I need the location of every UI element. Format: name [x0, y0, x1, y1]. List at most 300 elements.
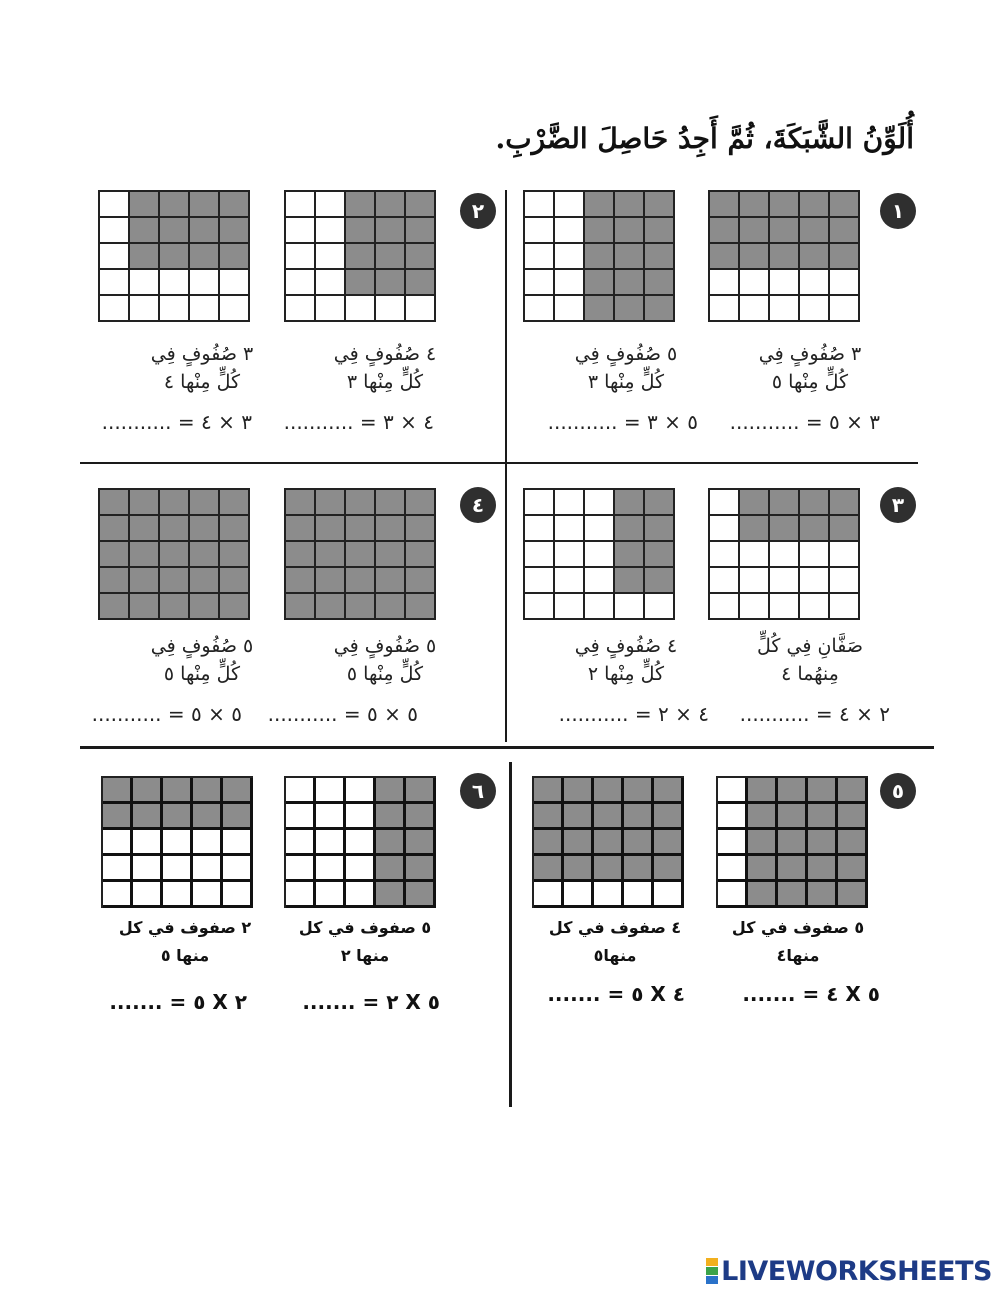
grid-cell-shaded[interactable]: [585, 270, 615, 296]
grid-cell-shaded[interactable]: [346, 542, 376, 568]
grid-cell-empty[interactable]: [316, 882, 346, 908]
grid-cell-shaded[interactable]: [286, 568, 316, 594]
coloring-grid[interactable]: [523, 488, 675, 620]
grid-cell-shaded[interactable]: [130, 542, 160, 568]
multiplication-equation[interactable]: ٥ X ٢ = .......: [302, 990, 440, 1014]
grid-cell-shaded[interactable]: [376, 490, 406, 516]
grid-cell-empty[interactable]: [346, 882, 376, 908]
grid-cell-shaded[interactable]: [190, 516, 220, 542]
grid-cell-shaded[interactable]: [838, 882, 868, 908]
grid-cell-shaded[interactable]: [220, 218, 250, 244]
grid-cell-shaded[interactable]: [830, 516, 860, 542]
grid-cell-shaded[interactable]: [193, 778, 223, 804]
grid-cell-empty[interactable]: [740, 270, 770, 296]
grid-cell-shaded[interactable]: [346, 516, 376, 542]
grid-cell-shaded[interactable]: [220, 244, 250, 270]
grid-cell-shaded[interactable]: [778, 882, 808, 908]
grid-cell-empty[interactable]: [286, 804, 316, 830]
grid-cell-empty[interactable]: [286, 218, 316, 244]
grid-cell-shaded[interactable]: [778, 830, 808, 856]
grid-cell-shaded[interactable]: [190, 192, 220, 218]
grid-cell-shaded[interactable]: [316, 490, 346, 516]
grid-cell-empty[interactable]: [316, 778, 346, 804]
grid-cell-shaded[interactable]: [645, 542, 675, 568]
grid-cell-empty[interactable]: [130, 270, 160, 296]
grid-cell-empty[interactable]: [555, 270, 585, 296]
grid-cell-shaded[interactable]: [615, 270, 645, 296]
grid-cell-shaded[interactable]: [624, 830, 654, 856]
grid-cell-shaded[interactable]: [615, 516, 645, 542]
grid-cell-shaded[interactable]: [748, 882, 778, 908]
grid-cell-empty[interactable]: [103, 882, 133, 908]
grid-cell-empty[interactable]: [564, 882, 594, 908]
grid-cell-empty[interactable]: [286, 192, 316, 218]
grid-cell-shaded[interactable]: [740, 192, 770, 218]
grid-cell-empty[interactable]: [830, 296, 860, 322]
grid-cell-shaded[interactable]: [710, 192, 740, 218]
grid-cell-empty[interactable]: [718, 804, 748, 830]
grid-cell-empty[interactable]: [740, 296, 770, 322]
grid-cell-empty[interactable]: [346, 804, 376, 830]
grid-cell-empty[interactable]: [316, 296, 346, 322]
grid-cell-shaded[interactable]: [223, 778, 253, 804]
grid-cell-empty[interactable]: [555, 542, 585, 568]
grid-cell-empty[interactable]: [223, 830, 253, 856]
grid-cell-empty[interactable]: [800, 270, 830, 296]
grid-cell-shaded[interactable]: [376, 516, 406, 542]
grid-cell-shaded[interactable]: [286, 516, 316, 542]
grid-cell-empty[interactable]: [770, 542, 800, 568]
grid-cell-empty[interactable]: [830, 270, 860, 296]
coloring-grid[interactable]: [98, 190, 250, 322]
grid-cell-shaded[interactable]: [220, 516, 250, 542]
grid-cell-empty[interactable]: [718, 830, 748, 856]
grid-cell-shaded[interactable]: [223, 804, 253, 830]
grid-cell-empty[interactable]: [525, 594, 555, 620]
grid-cell-empty[interactable]: [740, 568, 770, 594]
grid-cell-empty[interactable]: [525, 542, 555, 568]
grid-cell-empty[interactable]: [770, 270, 800, 296]
grid-cell-shaded[interactable]: [808, 804, 838, 830]
grid-cell-empty[interactable]: [710, 568, 740, 594]
grid-cell-shaded[interactable]: [160, 244, 190, 270]
grid-cell-shaded[interactable]: [748, 804, 778, 830]
grid-cell-empty[interactable]: [160, 270, 190, 296]
grid-cell-empty[interactable]: [346, 856, 376, 882]
grid-cell-empty[interactable]: [740, 542, 770, 568]
grid-cell-shaded[interactable]: [594, 830, 624, 856]
grid-cell-shaded[interactable]: [376, 270, 406, 296]
grid-cell-shaded[interactable]: [838, 856, 868, 882]
grid-cell-shaded[interactable]: [770, 490, 800, 516]
grid-cell-shaded[interactable]: [220, 490, 250, 516]
grid-cell-shaded[interactable]: [800, 490, 830, 516]
grid-cell-shaded[interactable]: [534, 778, 564, 804]
grid-cell-shaded[interactable]: [585, 192, 615, 218]
grid-cell-shaded[interactable]: [710, 218, 740, 244]
grid-cell-shaded[interactable]: [808, 882, 838, 908]
grid-cell-empty[interactable]: [316, 218, 346, 244]
grid-cell-shaded[interactable]: [160, 192, 190, 218]
grid-cell-empty[interactable]: [163, 830, 193, 856]
multiplication-equation[interactable]: ٤ × ٣ = ...........: [283, 410, 434, 434]
grid-cell-empty[interactable]: [406, 296, 436, 322]
grid-cell-empty[interactable]: [654, 882, 684, 908]
grid-cell-empty[interactable]: [286, 778, 316, 804]
grid-cell-shaded[interactable]: [346, 192, 376, 218]
grid-cell-shaded[interactable]: [406, 270, 436, 296]
grid-cell-shaded[interactable]: [740, 244, 770, 270]
grid-cell-empty[interactable]: [316, 270, 346, 296]
grid-cell-shaded[interactable]: [748, 830, 778, 856]
grid-cell-shaded[interactable]: [100, 490, 130, 516]
grid-cell-shaded[interactable]: [800, 192, 830, 218]
grid-cell-shaded[interactable]: [220, 542, 250, 568]
grid-cell-shaded[interactable]: [564, 804, 594, 830]
grid-cell-empty[interactable]: [286, 882, 316, 908]
grid-cell-shaded[interactable]: [376, 804, 406, 830]
grid-cell-empty[interactable]: [710, 270, 740, 296]
multiplication-equation[interactable]: ٤ × ٢ = ...........: [558, 702, 709, 726]
grid-cell-empty[interactable]: [346, 296, 376, 322]
grid-cell-shaded[interactable]: [615, 568, 645, 594]
grid-cell-empty[interactable]: [718, 856, 748, 882]
grid-cell-shaded[interactable]: [133, 804, 163, 830]
grid-cell-shaded[interactable]: [220, 594, 250, 620]
grid-cell-shaded[interactable]: [830, 490, 860, 516]
grid-cell-empty[interactable]: [525, 568, 555, 594]
coloring-grid[interactable]: [716, 776, 868, 908]
grid-cell-empty[interactable]: [100, 244, 130, 270]
grid-cell-shaded[interactable]: [564, 856, 594, 882]
grid-cell-empty[interactable]: [525, 490, 555, 516]
grid-cell-empty[interactable]: [163, 856, 193, 882]
grid-cell-shaded[interactable]: [615, 218, 645, 244]
grid-cell-empty[interactable]: [770, 568, 800, 594]
grid-cell-shaded[interactable]: [316, 594, 346, 620]
grid-cell-shaded[interactable]: [800, 218, 830, 244]
grid-cell-empty[interactable]: [624, 882, 654, 908]
coloring-grid[interactable]: [708, 488, 860, 620]
grid-cell-shaded[interactable]: [406, 594, 436, 620]
grid-cell-shaded[interactable]: [130, 218, 160, 244]
grid-cell-empty[interactable]: [585, 516, 615, 542]
grid-cell-empty[interactable]: [525, 516, 555, 542]
grid-cell-empty[interactable]: [525, 192, 555, 218]
grid-cell-shaded[interactable]: [130, 516, 160, 542]
grid-cell-empty[interactable]: [555, 218, 585, 244]
grid-cell-empty[interactable]: [100, 296, 130, 322]
grid-cell-shaded[interactable]: [103, 778, 133, 804]
grid-cell-shaded[interactable]: [316, 568, 346, 594]
grid-cell-shaded[interactable]: [615, 542, 645, 568]
coloring-grid[interactable]: [284, 190, 436, 322]
grid-cell-shaded[interactable]: [193, 804, 223, 830]
grid-cell-shaded[interactable]: [376, 542, 406, 568]
grid-cell-shaded[interactable]: [346, 568, 376, 594]
grid-cell-empty[interactable]: [220, 270, 250, 296]
grid-cell-empty[interactable]: [718, 882, 748, 908]
grid-cell-empty[interactable]: [585, 594, 615, 620]
grid-cell-shaded[interactable]: [830, 244, 860, 270]
grid-cell-shaded[interactable]: [654, 830, 684, 856]
grid-cell-empty[interactable]: [740, 594, 770, 620]
grid-cell-empty[interactable]: [223, 856, 253, 882]
grid-cell-empty[interactable]: [103, 830, 133, 856]
grid-cell-empty[interactable]: [130, 296, 160, 322]
grid-cell-shaded[interactable]: [190, 568, 220, 594]
grid-cell-shaded[interactable]: [808, 856, 838, 882]
grid-cell-shaded[interactable]: [615, 490, 645, 516]
grid-cell-shaded[interactable]: [100, 542, 130, 568]
grid-cell-shaded[interactable]: [220, 568, 250, 594]
grid-cell-shaded[interactable]: [740, 490, 770, 516]
grid-cell-shaded[interactable]: [654, 856, 684, 882]
grid-cell-shaded[interactable]: [770, 192, 800, 218]
grid-cell-shaded[interactable]: [316, 516, 346, 542]
grid-cell-shaded[interactable]: [645, 244, 675, 270]
grid-cell-shaded[interactable]: [594, 856, 624, 882]
multiplication-equation[interactable]: ٢ X ٥ = .......: [109, 990, 247, 1014]
grid-cell-shaded[interactable]: [534, 830, 564, 856]
grid-cell-empty[interactable]: [193, 856, 223, 882]
grid-cell-empty[interactable]: [525, 218, 555, 244]
grid-cell-shaded[interactable]: [160, 218, 190, 244]
coloring-grid[interactable]: [708, 190, 860, 322]
grid-cell-empty[interactable]: [615, 594, 645, 620]
grid-cell-empty[interactable]: [376, 296, 406, 322]
grid-cell-shaded[interactable]: [654, 804, 684, 830]
grid-cell-shaded[interactable]: [406, 542, 436, 568]
grid-cell-shaded[interactable]: [100, 516, 130, 542]
grid-cell-shaded[interactable]: [645, 516, 675, 542]
grid-cell-empty[interactable]: [133, 856, 163, 882]
grid-cell-empty[interactable]: [830, 594, 860, 620]
grid-cell-empty[interactable]: [534, 882, 564, 908]
grid-cell-shaded[interactable]: [406, 516, 436, 542]
grid-cell-shaded[interactable]: [130, 192, 160, 218]
grid-cell-empty[interactable]: [710, 296, 740, 322]
grid-cell-shaded[interactable]: [800, 516, 830, 542]
grid-cell-empty[interactable]: [316, 192, 346, 218]
grid-cell-empty[interactable]: [316, 244, 346, 270]
grid-cell-shaded[interactable]: [778, 778, 808, 804]
grid-cell-shaded[interactable]: [808, 830, 838, 856]
grid-cell-shaded[interactable]: [376, 882, 406, 908]
grid-cell-shaded[interactable]: [645, 192, 675, 218]
grid-cell-empty[interactable]: [133, 830, 163, 856]
grid-cell-empty[interactable]: [220, 296, 250, 322]
grid-cell-shaded[interactable]: [564, 830, 594, 856]
grid-cell-empty[interactable]: [710, 542, 740, 568]
grid-cell-shaded[interactable]: [160, 516, 190, 542]
grid-cell-shaded[interactable]: [190, 542, 220, 568]
grid-cell-empty[interactable]: [316, 804, 346, 830]
multiplication-equation[interactable]: ٣ × ٥ = ...........: [729, 410, 880, 434]
grid-cell-shaded[interactable]: [406, 856, 436, 882]
grid-cell-shaded[interactable]: [645, 568, 675, 594]
grid-cell-shaded[interactable]: [645, 490, 675, 516]
grid-cell-shaded[interactable]: [740, 218, 770, 244]
coloring-grid[interactable]: [101, 776, 253, 908]
grid-cell-shaded[interactable]: [710, 244, 740, 270]
grid-cell-empty[interactable]: [133, 882, 163, 908]
grid-cell-shaded[interactable]: [130, 244, 160, 270]
grid-cell-empty[interactable]: [770, 594, 800, 620]
grid-cell-empty[interactable]: [286, 244, 316, 270]
coloring-grid[interactable]: [284, 776, 436, 908]
grid-cell-shaded[interactable]: [160, 490, 190, 516]
grid-cell-empty[interactable]: [710, 490, 740, 516]
grid-cell-empty[interactable]: [316, 856, 346, 882]
grid-cell-shaded[interactable]: [346, 270, 376, 296]
grid-cell-shaded[interactable]: [130, 594, 160, 620]
grid-cell-shaded[interactable]: [615, 296, 645, 322]
grid-cell-empty[interactable]: [100, 192, 130, 218]
grid-cell-shaded[interactable]: [406, 218, 436, 244]
grid-cell-shaded[interactable]: [406, 778, 436, 804]
grid-cell-shaded[interactable]: [838, 830, 868, 856]
multiplication-equation[interactable]: ٤ X ٥ = .......: [547, 982, 685, 1006]
grid-cell-shaded[interactable]: [190, 490, 220, 516]
grid-cell-shaded[interactable]: [770, 218, 800, 244]
grid-cell-shaded[interactable]: [346, 594, 376, 620]
grid-cell-empty[interactable]: [830, 568, 860, 594]
grid-cell-shaded[interactable]: [838, 804, 868, 830]
grid-cell-empty[interactable]: [346, 778, 376, 804]
grid-cell-shaded[interactable]: [130, 490, 160, 516]
grid-cell-shaded[interactable]: [748, 856, 778, 882]
grid-cell-empty[interactable]: [800, 568, 830, 594]
grid-cell-shaded[interactable]: [190, 594, 220, 620]
grid-cell-empty[interactable]: [718, 778, 748, 804]
grid-cell-empty[interactable]: [555, 516, 585, 542]
multiplication-equation[interactable]: ٥ X ٤ = .......: [742, 982, 880, 1006]
grid-cell-empty[interactable]: [525, 270, 555, 296]
grid-cell-shaded[interactable]: [406, 830, 436, 856]
grid-cell-empty[interactable]: [193, 882, 223, 908]
grid-cell-shaded[interactable]: [130, 568, 160, 594]
grid-cell-shaded[interactable]: [594, 804, 624, 830]
grid-cell-shaded[interactable]: [624, 778, 654, 804]
grid-cell-shaded[interactable]: [534, 804, 564, 830]
coloring-grid[interactable]: [98, 488, 250, 620]
grid-cell-shaded[interactable]: [100, 594, 130, 620]
grid-cell-empty[interactable]: [800, 594, 830, 620]
grid-cell-empty[interactable]: [800, 296, 830, 322]
grid-cell-empty[interactable]: [555, 490, 585, 516]
grid-cell-shaded[interactable]: [376, 192, 406, 218]
grid-cell-shaded[interactable]: [163, 804, 193, 830]
grid-cell-empty[interactable]: [770, 296, 800, 322]
multiplication-equation[interactable]: ٥ × ٥ = ...........: [91, 702, 242, 726]
grid-cell-empty[interactable]: [555, 244, 585, 270]
grid-cell-shaded[interactable]: [778, 856, 808, 882]
grid-cell-shaded[interactable]: [190, 218, 220, 244]
grid-cell-shaded[interactable]: [534, 856, 564, 882]
grid-cell-shaded[interactable]: [800, 244, 830, 270]
multiplication-equation[interactable]: ٥ × ٥ = ...........: [267, 702, 418, 726]
grid-cell-empty[interactable]: [645, 594, 675, 620]
grid-cell-shaded[interactable]: [346, 244, 376, 270]
grid-cell-empty[interactable]: [585, 490, 615, 516]
grid-cell-empty[interactable]: [193, 830, 223, 856]
grid-cell-shaded[interactable]: [376, 568, 406, 594]
grid-cell-empty[interactable]: [100, 270, 130, 296]
grid-cell-shaded[interactable]: [615, 244, 645, 270]
grid-cell-shaded[interactable]: [778, 804, 808, 830]
grid-cell-shaded[interactable]: [220, 192, 250, 218]
grid-cell-shaded[interactable]: [160, 542, 190, 568]
grid-cell-shaded[interactable]: [100, 568, 130, 594]
grid-cell-shaded[interactable]: [585, 218, 615, 244]
grid-cell-empty[interactable]: [100, 218, 130, 244]
grid-cell-shaded[interactable]: [376, 856, 406, 882]
grid-cell-shaded[interactable]: [406, 568, 436, 594]
multiplication-equation[interactable]: ٣ × ٤ = ...........: [101, 410, 252, 434]
grid-cell-shaded[interactable]: [376, 778, 406, 804]
multiplication-equation[interactable]: ٢ × ٤ = ...........: [739, 702, 890, 726]
grid-cell-shaded[interactable]: [346, 218, 376, 244]
grid-cell-shaded[interactable]: [830, 192, 860, 218]
grid-cell-shaded[interactable]: [406, 882, 436, 908]
grid-cell-shaded[interactable]: [406, 244, 436, 270]
grid-cell-empty[interactable]: [585, 568, 615, 594]
grid-cell-empty[interactable]: [555, 568, 585, 594]
grid-cell-empty[interactable]: [286, 830, 316, 856]
grid-cell-shaded[interactable]: [286, 490, 316, 516]
grid-cell-empty[interactable]: [525, 296, 555, 322]
grid-cell-shaded[interactable]: [838, 778, 868, 804]
grid-cell-empty[interactable]: [286, 296, 316, 322]
grid-cell-shaded[interactable]: [654, 778, 684, 804]
grid-cell-shaded[interactable]: [585, 296, 615, 322]
grid-cell-shaded[interactable]: [133, 778, 163, 804]
multiplication-equation[interactable]: ٥ × ٣ = ...........: [547, 410, 698, 434]
grid-cell-empty[interactable]: [286, 270, 316, 296]
grid-cell-shaded[interactable]: [645, 218, 675, 244]
grid-cell-shaded[interactable]: [624, 856, 654, 882]
grid-cell-shaded[interactable]: [770, 244, 800, 270]
grid-cell-shaded[interactable]: [645, 296, 675, 322]
grid-cell-empty[interactable]: [160, 296, 190, 322]
grid-cell-shaded[interactable]: [594, 778, 624, 804]
grid-cell-shaded[interactable]: [163, 778, 193, 804]
grid-cell-empty[interactable]: [223, 882, 253, 908]
grid-cell-shaded[interactable]: [376, 830, 406, 856]
grid-cell-empty[interactable]: [585, 542, 615, 568]
grid-cell-shaded[interactable]: [406, 192, 436, 218]
grid-cell-empty[interactable]: [525, 244, 555, 270]
grid-cell-empty[interactable]: [346, 830, 376, 856]
grid-cell-empty[interactable]: [800, 542, 830, 568]
grid-cell-shaded[interactable]: [624, 804, 654, 830]
grid-cell-shaded[interactable]: [748, 778, 778, 804]
grid-cell-empty[interactable]: [555, 192, 585, 218]
grid-cell-shaded[interactable]: [286, 594, 316, 620]
grid-cell-shaded[interactable]: [808, 778, 838, 804]
grid-cell-empty[interactable]: [710, 594, 740, 620]
grid-cell-empty[interactable]: [710, 516, 740, 542]
grid-cell-empty[interactable]: [163, 882, 193, 908]
grid-cell-empty[interactable]: [555, 296, 585, 322]
grid-cell-shaded[interactable]: [103, 804, 133, 830]
grid-cell-shaded[interactable]: [770, 516, 800, 542]
grid-cell-shaded[interactable]: [740, 516, 770, 542]
grid-cell-shaded[interactable]: [190, 244, 220, 270]
grid-cell-shaded[interactable]: [376, 244, 406, 270]
grid-cell-shaded[interactable]: [346, 490, 376, 516]
